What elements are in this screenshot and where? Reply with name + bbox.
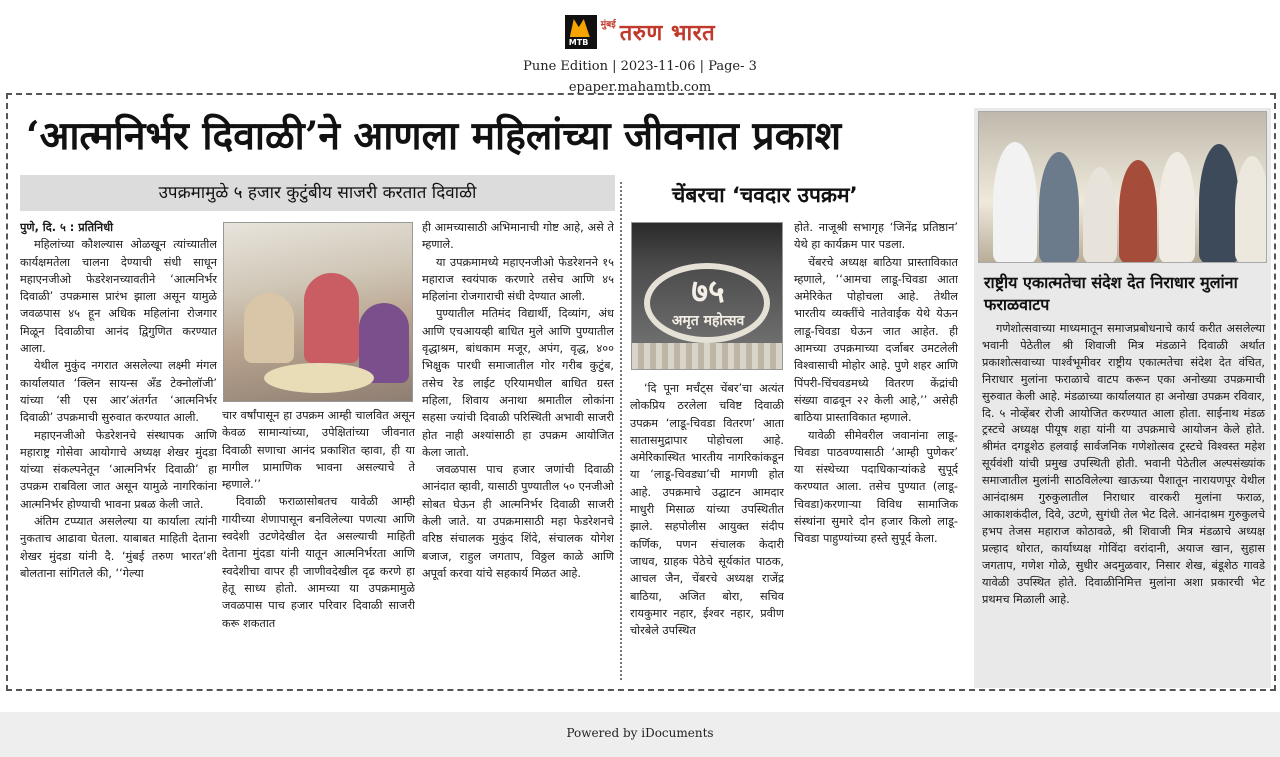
photo-figure [244,293,294,363]
paragraph: ही आमच्यासाठी अभिमानाची गोष्ट आहे, असे ते म्हणाले. [422,221,614,252]
paragraph: चेंबरचे अध्यक्ष बाठिया प्रास्ताविकात म्हणाले, ‘‘आमचा लाडू-चिवडा आता अमेरिकेत पोहोचला आहे. तेथील भारतीय व्यक्तींचे नातेवाईक येथे येऊन लाडू-चिवडा घेऊन जात आहेत. ही आमच्या उपक्रमाच्या दर्जाबर उमटलेली विश्वासाची मोहोर आहे. पुणे शहर आणि पिंपरी-चिंचवडमध्ये वितरण केंद्रांची संख्या वाढवून २२ केली आहे,’’ असेही बाठिया प्रास्ताविकात म्हणाले. [794,255,958,425]
paragraph: ‘दि पूना मर्चंट्स चेंबर’चा अत्यंत लोकप्रिय ठरलेला चविष्ट दिवाळी उपक्रम ‘लाडू-चिवडा वितरण’ आता सातासमुद्रापार पोहोचला आहे. अमेरिकास्थित भारतीय नागरिकांकडून या ‘लाडू-चिवड्या’ची मागणी होत आहे. उपक्रमाचे उद्घाटन आमदार माधुरी मिसाळ यांच्या उपस्थितीत झाले. सहपोलीस आयुक्त संदीप कर्णिक, पणन संचालक केदारी जाधव, ग्राहक पेठेचे सूर्यकांत पाठक, आचल जैन, चेंबरचे अध्यक्ष राजेंद्र बाठिया, अजित बोरा, सचिव रायकुमार नहार, ईश्वर नहार, प्रवीण चोरबेले उपस्थित [630,382,784,638]
logo-title: तरुण भारत [619,21,716,46]
paragraph: महाएनजीओ फेडरेशनचे संस्थापक आणि महाराष्ट्र गोसेवा आयोगाचे अध्यक्ष शेखर मुंदडा यांच्या संकल्पनेतून ‘आत्मनिर्भर दिवाळी’ हा उपक्रम राबविला जात असून यामुळे नागरिकांना आत्मनिर्भर होण्याची भावना प्रबळ केली जाते. [20,428,217,511]
paragraph: येथील मुकुंद नगरात असलेल्या लक्ष्मी मंगल कार्यालयात ‘क्लिन सायन्स अँड टेक्नोलॉजी’ यांच्या ‘सी एस आर’अंतर्गत ‘आत्मनिर्भर दिवाळी’ उपक्रमाची सुरुवात करण्यात आली. [20,359,217,425]
article-subheadline: उपक्रमामुळे ५ हजार कुटुंबीय साजरी करतात दिवाळी [20,175,615,211]
article2-column-2 [794,219,958,683]
paragraph: गणेशोत्सवाच्या माध्यमातून समाजप्रबोधनाचे कार्य करीत असलेल्या भवानी पेठेतील श्री शिवाजी मित्र मंडळाने दिवाळी अर्थात प्रकाशोत्सवाच्या पार्श्वभूमीवर राष्ट्रीय एकात्मतेचा संदेश देत वंचित, निराधार मुलांना फराळाचे वाटप करून एका अनोख्या उपक्रमाची सुरुवात केली आहे. मंडळाच्या कार्यालयात हा अनोखा उपक्रम रविवार, दि. ५ नोव्हेंबर रोजी आयोजित करण्यात आला होता. साईनाथ मंडळ ट्रस्टचे अध्यक्ष पीयूष शहा यांनी या उपक्रमाचे आयोजन केले होते. श्रीमंत दगडूशेठ हलवाई सार्वजनिक गणेशोत्सव ट्रस्टचे विश्वस्त महेश सूर्यवंशी यांची प्रमुख उपस्थिती होती. भवानी पेठेतील अल्पसंख्यांक समाजातील मुलांनी साठविलेल्या खाऊच्या पैशातून नारायणपूर येथील आनंदाश्रम गुरुकुलातील निराधार वारकरी मुलांना फराळ, आकाशकंदील, दिवे, उटणे, सुगंधी तेल भेट दिले. आनंदाश्रम गुरुकुलचे हभप तेजस महाराज कोठावळे, श्री शिवाजी मित्र मंडळाचे अध्यक्ष प्रल्हाद थोरात, कार्याध्यक्ष गोविंदा वरांदानी, अयाज खान, सुहास जगताप, गणेश गोळे, सुधीर अदमुळवार, निसार शेख, बंडूशेठ गावडे यावेळी उपस्थित होते. दिवाळीनिमित्त मुलांना अशा प्रकारची भेट प्रथमच मिळाली आहे. [982,322,1265,606]
side-article-body [982,321,1265,608]
chembur-headline[interactable]: चेंबरचा ‘चवदार उपक्रम’ [672,183,858,207]
photo-sweets-pile [264,363,374,393]
paragraph: दिवाळी फराळासोबतच यावेळी आम्ही गायीच्या शेणापासून बनविलेल्या पणत्या आणि स्वदेशी उटणेदेखील देत असल्याची माहिती देताना मुंदडा यांनी यातून आत्मनिर्भरता आणि स्वदेशीचा वापर ही जाणीवदेखील दृढ करणे हा हेतू साध्य होतो. आमच्या या उपक्रमामुळे जवळपास पाच हजार परिवार दिवाळी साजरी करू शकतात [222,495,415,630]
photo-number: ७५ [691,272,725,310]
masthead [0,14,1280,95]
epaper-link[interactable]: epaper.mahamtb.com [568,80,712,95]
paragraph: होते. नाजूश्री सभागृह ‘जिनेंद्र प्रतिष्ठान’ येथे हा कार्यक्रम पार पडला. [794,221,958,252]
article-headline[interactable]: ‘आत्मनिर्भर दिवाळी’ने आणला महिलांच्या जीवनात प्रकाश [26,113,842,159]
photo-diyas [632,343,783,370]
paragraph: यावेळी सीमेवरील जवानांना लाडू-चिवडा पाठवण्यासाठी ‘आम्ही पुणेकर’ या संस्थेच्या पदाधिकाऱ्यांकडे सुपूर्द करण्यात आला. तसेच पुण्यात (लाडू-चिवडा)करणाऱ्या विविध सामाजिक संस्थांना सुमारे दोन हजार किलो लाडू-चिवडा पाहुण्यांच्या हस्ते सुपूर्द केला. [794,428,958,546]
dateline: पुणे, दि. ५ : प्रतिनिधी [20,221,114,234]
amrit-mahotsav-photo [631,222,783,370]
article1-column-1 [20,219,217,683]
side-article-headline[interactable]: राष्ट्रीय एकात्मतेचा संदेश देत निराधार मुलांना फराळवाटप [984,273,1238,314]
mtb-logo-icon: MTB [565,15,597,49]
children-group-photo [978,111,1267,263]
column-divider [620,182,622,680]
photo-figure [304,273,359,363]
paragraph: या उपक्रमामध्ये महाएनजीओ फेडरेशनने १५ महाराज स्वयंपाक करणारे तसेच आणि ४५ महिलांना रोजगाराची संधी देण्यात आली. [422,255,614,304]
article1-column-3 [422,219,614,683]
newspaper-logo[interactable] [565,14,715,50]
logo-city: मुंबई [600,20,616,30]
article1-column-2 [222,407,415,683]
side-article-box [974,108,1271,688]
edition-info: Pune Edition | 2023-11-06 | Page- 3 [523,59,757,74]
paragraph: चार वर्षांपासून हा उपक्रम आम्ही चालवित असून केवळ सामान्यांच्या, उपेक्षितांच्या जीवनात दिवाळी सणाचा आनंद प्रकाशित व्हावा, ही या मागील प्रामाणिक भावना असल्याचे ते म्हणाले.’’ [222,409,415,492]
powered-by-link[interactable]: Powered by iDocuments [566,726,714,740]
paragraph: जवळपास पाच हजार जणांची दिवाळी आनंदात व्हावी, यासाठी पुण्यातील ५० एनजीओ सोबत घेऊन ही आत्मनिर्भर दिवाळी साजरी केली जाते. या उपक्रमासाठी महा फेडरेशनचे वरिष्ठ संचालक मुकुंद शिंदे, संचालक योगेश बजाज, राहुल जगताप, विठ्ठल काळे आणि अपूर्वा करवा यांचे सहकार्य मिळत आहे. [422,463,614,580]
article2-column-1 [630,380,784,683]
photo-caption-text: अमृत महोत्सव [671,313,745,329]
paragraph: पुण्यातील मतिमंद विद्यार्थी, दिव्यांग, अंध आणि एचआयव्ही बाधित मुले आणि पुण्यातील वृद्धाश्रम, बांधकाम मजूर, अपंग, वृद्ध, ४०० भिक्षुक पारधी समाजातील गोर गरीब कुटुंब, तसेच रेड लाईट एरियामधील बाधित ग्रस्त महिला, शिवाय अनाथा श्रमातील लोकांना सहसा ज्यांची दिवाळी परिस्थिती अभावी साजरी होत नाही अश्यांसाठी हा उपक्रम आयोजित केला जातो. [422,307,614,459]
women-making-sweets-photo [223,222,413,402]
paragraph: महिलांच्या कौशल्यास ओळखून त्यांच्यातील कार्यक्षमतेला चालना देण्याची संधी साधून महाएनजीओ फेडरेशनच्यावतीने ‘आत्मनिर्भर दिवाळी’ उपक्रमास प्रारंभ झाला असून यामुळे जवळपास ४५ हून अधिक महिलांना रोजगार मिळून दिवाळीचा आनंद द्विगुणित करण्यात आला. [20,238,217,356]
footer [0,712,1280,757]
paragraph: अंतिम टप्प्यात असलेल्या या कार्याला त्यांनी नुकताच आढावा घेतला. याबाबत माहिती देताना शेखर मुंदडा यांनी दै. ‘मुंबई तरुण भारत’शी बोलताना सांगितले की, ‘‘गेल्या [20,515,217,580]
